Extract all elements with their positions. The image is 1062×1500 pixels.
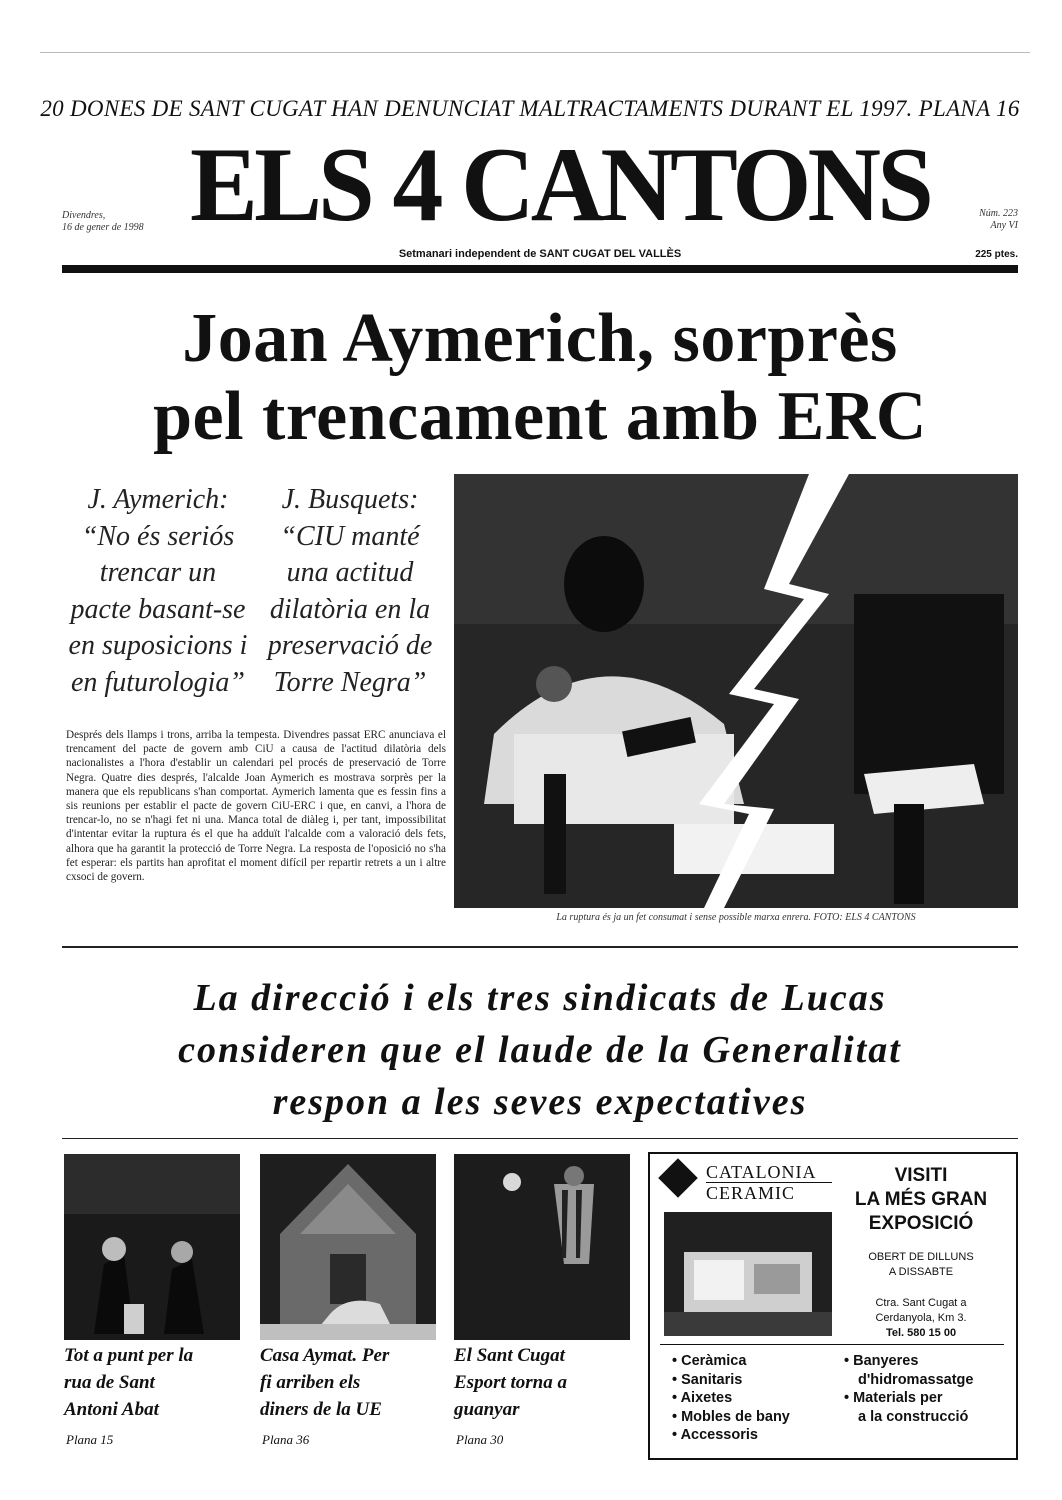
cover-price: 225 ptes. (975, 249, 1018, 260)
catalonia-ceramic-ad[interactable] (648, 1152, 1018, 1460)
quote-line: “No és seriós (81, 520, 235, 552)
football-image (454, 1154, 630, 1340)
quote-line: pacte basant-se (70, 593, 246, 625)
quote-line: J. Aymerich: (87, 484, 229, 515)
section-divider (62, 1138, 1018, 1139)
teaser-line: Casa Aymat. Per (260, 1345, 390, 1366)
teaser-line: guanyar (454, 1399, 520, 1420)
carnival-image (64, 1154, 240, 1340)
teaser-photo-casa-aymat[interactable] (260, 1154, 436, 1340)
quote-line: trencar un (99, 557, 217, 588)
ad-brand-line: CATALONIA (706, 1162, 817, 1182)
date-full: 16 de gener de 1998 (62, 222, 144, 233)
teaser-line: Esport torna a (454, 1372, 567, 1393)
ad-hours-line: A DISSABTE (888, 1266, 954, 1278)
masthead-rule (62, 265, 1018, 273)
ad-product-item: • Banyeres (844, 1353, 919, 1369)
quote-line: en suposicions i (68, 630, 248, 661)
quote-line: “CIU manté (280, 520, 420, 552)
ad-headline (836, 1164, 1006, 1236)
main-headline[interactable] (60, 300, 1020, 456)
ad-products-right (844, 1352, 1010, 1426)
date-weekday: Divendres, (62, 210, 106, 221)
lead-photo-caption: La ruptura és ja un fet consumat i sense possible marxa enrera. FOTO: ELS 4 CANTONS (556, 912, 916, 923)
ad-product-item: • Sanitaris (672, 1371, 743, 1388)
ad-product-item: • Materials per (844, 1390, 943, 1406)
ad-address-line: Cerdanyola, Km 3. (875, 1312, 967, 1324)
teaser-casa-aymat-title[interactable] (260, 1342, 440, 1423)
ad-product-item: a la construcció (858, 1408, 969, 1425)
lucas-headline-line: consideren que el laude de la Generalitat (178, 1029, 902, 1071)
ad-headline-line: EXPOSICIÓ (868, 1213, 974, 1234)
ad-address (836, 1296, 1006, 1341)
quote-busquets (246, 482, 454, 701)
top-teaser-headline[interactable]: 20 DONES DE SANT CUGAT HAN DENUNCIAT MALTRACTAMENTS DURANT EL 1997. PLANA 16 (40, 96, 1020, 121)
ad-divider (660, 1344, 1004, 1345)
teaser-rua-title[interactable] (64, 1342, 244, 1423)
lucas-headline-line: La direcció i els tres sindicats de Lucas (193, 977, 887, 1019)
ad-product-item: • Ceràmica (672, 1353, 747, 1369)
quote-line: una actitud (286, 557, 414, 588)
teaser-futbol-title[interactable] (454, 1342, 634, 1423)
quote-line: Torre Negra” (273, 666, 427, 698)
press-conference-image (454, 474, 1018, 908)
showroom-image (664, 1212, 832, 1336)
ad-headline-line: LA MÉS GRAN (854, 1189, 988, 1210)
showroom-photo (664, 1212, 832, 1336)
ad-address-line: Ctra. Sant Cugat a (875, 1297, 967, 1309)
masthead-tagline: Setmanari independent de SANT CUGAT DEL VALLÈS (398, 248, 682, 260)
quote-line: preservació de (267, 630, 433, 661)
teaser-futbol-page[interactable]: Plana 30 (456, 1432, 504, 1447)
ad-product-item: • Mobles de bany (672, 1408, 790, 1425)
ad-products-left (672, 1352, 842, 1445)
teaser-rua-page[interactable]: Plana 15 (66, 1432, 114, 1447)
teaser-line: Tot a punt per la (64, 1345, 194, 1366)
lead-article-body: Després dels llamps i trons, arriba la tempesta. Divendres passat ERC anunciava el trencament del pacte de govern amb CiU a causa de l'actitud dilatòria dels nacionalistes a l'hora d'establir un calendari pel procés de preservació de Torre Negra. Quatre dies després, l'alcalde Joan Aymerich es mostrava sorprès per la manera que els republicans s'han comportat. Aymerich lamenta que es fessin fins a sis reunions per establir el pacte de govern CiU-ERC i que, en canvi, a l'hora de trencar-lo, no se n'hagi fet ni una. Manca total de diàleg i, per tant, impossibilitat d'intentar evitar la ruptura és el que ha adduït l'alcalde com a valoració dels fets, alhora que ha garantit la protecció de Torre Negra. La resposta de l'oposició no s'ha fet esperar: els partits han aprofitat el moment difícil per repartir retrets a un i altre cxsoci de govern. (66, 729, 446, 884)
teaser-line: Antoni Abat (64, 1399, 159, 1420)
main-headline-line2: pel trencament amb ERC (153, 378, 927, 455)
ad-brand (706, 1162, 832, 1203)
quote-line: J. Busquets: (281, 484, 419, 515)
teaser-casa-aymat-page[interactable]: Plana 36 (262, 1432, 310, 1447)
lucas-headline[interactable] (60, 972, 1020, 1128)
brand-diamond-icon (658, 1158, 698, 1198)
ad-hours (836, 1250, 1006, 1280)
section-divider (62, 946, 1018, 948)
teaser-line: rua de Sant (64, 1372, 155, 1393)
teaser-line: diners de la UE (260, 1399, 382, 1420)
issue-num: Núm. 223 (979, 208, 1018, 219)
issue-number (979, 208, 1018, 232)
ad-hours-line: OBERT DE DILLUNS (868, 1251, 974, 1263)
ad-product-item: d'hidromassatge (858, 1371, 974, 1388)
lead-photo[interactable] (454, 474, 1018, 908)
lucas-headline-line: respon a les seves expectatives (272, 1081, 808, 1123)
masthead-logo: ELS 4 CANTONS (190, 126, 930, 243)
house-image (260, 1154, 436, 1340)
teaser-line: fi arriben els (260, 1372, 361, 1393)
teaser-line: El Sant Cugat (454, 1345, 565, 1366)
teaser-photo-rua[interactable] (64, 1154, 240, 1340)
quote-aymerich (58, 482, 258, 701)
issue-date (62, 210, 144, 234)
ad-product-item: • Aixetes (672, 1390, 733, 1406)
ad-headline-line: VISITI (894, 1165, 948, 1186)
teaser-photo-futbol[interactable] (454, 1154, 630, 1340)
ad-product-item: • Accessoris (672, 1427, 758, 1443)
ad-brand-line: CERAMIC (706, 1182, 832, 1203)
quote-line: dilatòria en la (269, 593, 431, 625)
issue-year: Any VI (990, 220, 1018, 231)
main-headline-line1: Joan Aymerich, sorprès (182, 300, 898, 377)
ad-phone: Tel. 580 15 00 (885, 1327, 957, 1339)
quote-line: en futurologia” (71, 666, 245, 698)
top-edge-rule (40, 52, 1030, 53)
